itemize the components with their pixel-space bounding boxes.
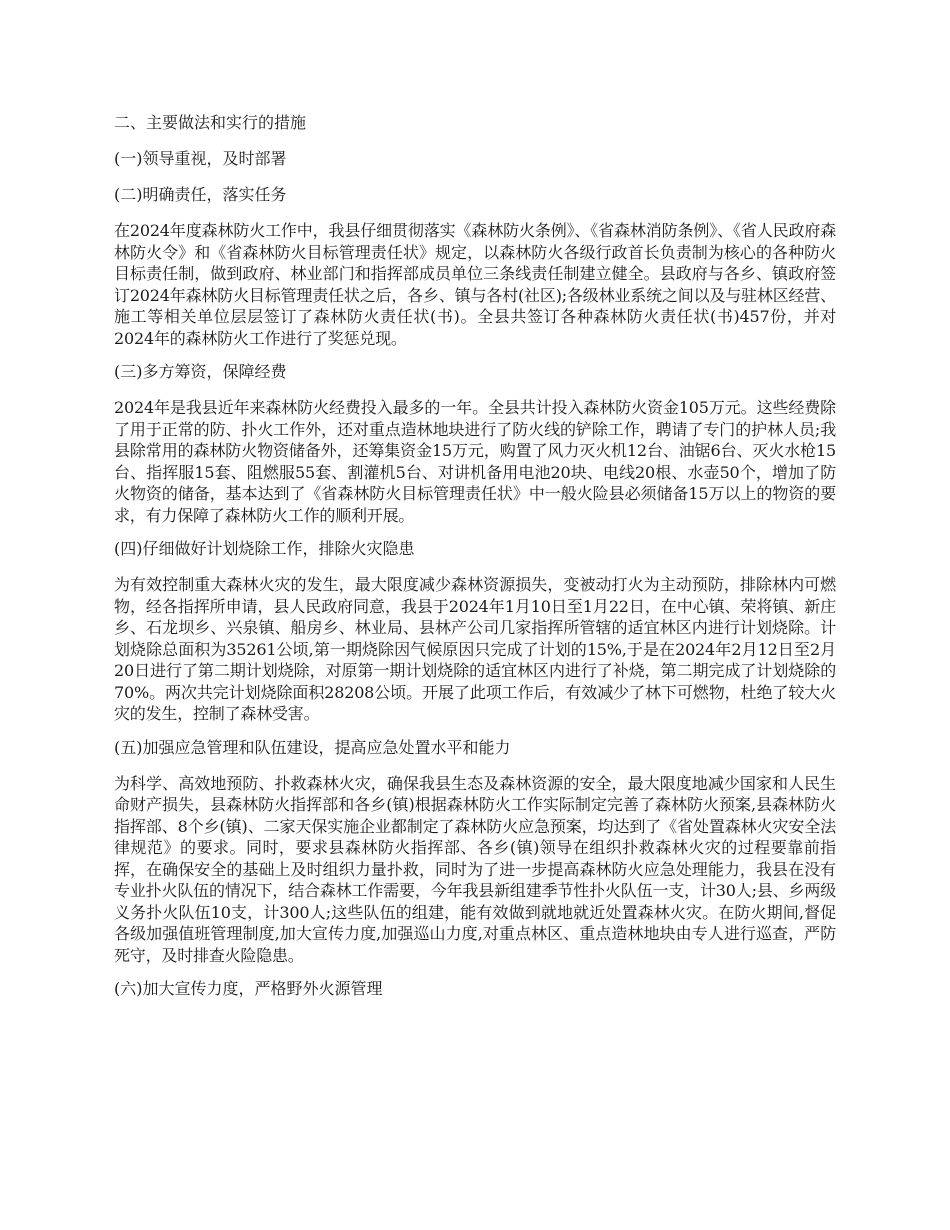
subheading-4: (四)仔细做好计划烧除工作，排除火灾隐患 [114,539,415,558]
subheading-6: (六)加大宣传力度，严格野外火源管理 [114,979,383,998]
paragraph-responsibility: 在2024年度森林防火工作中，我县仔细贯彻落实《森林防火条例》、《省森林消防条例》、《省人民政府森林防火令》和《省森林防火目标管理责任状》规定，以森林防火各级行政首长负责制为核心的各种防火目标责任制，做到政府、林业部门和指挥部成员单位三条线责任制建立健全。县政府与各乡、镇政府签订2024年森林防火目标管理责任状之后，各乡、镇与各村(社区);各级林业系统之间以及与驻林区经营、施工等相关单位层层签订了森林防火责任状(书)。全县共签订各种森林防火责任状(书)457份，并对2024年的森林防火工作进行了奖惩兑现。 [114,221,836,348]
subheading-5: (五)加强应急管理和队伍建设，提高应急处置水平和能力 [114,737,511,757]
subheading-3: (三)多方筹资，保障经费 [114,362,287,381]
subheading-2: (二)明确责任，落实任务 [114,185,287,204]
document-body [114,112,836,1014]
paragraph-funding: 2024年是我县近年来森林防火经费投入最多的一年。全县共计投入森林防火资金105万元。这些经费除了用于正常的防、扑火工作外，还对重点造林地块进行了防火线的铲除工作，聘请了专门的护林人员;我县除常用的森林防火物资储备外，还筹集资金15万元，购置了风力灭火机12台、油锯6台、灭火水枪15台、指挥服15套、阻燃服55套、割灌机5台、对讲机备用电池20块、电线20根、水壶50个，增加了防火物资的储备，基本达到了《省森林防火目标管理责任状》中一般火险县必须储备15万以上的物资的要求，有力保障了森林防火工作的顺利开展。 [114,398,836,525]
paragraph-emergency-management: 为科学、高效地预防、扑救森林火灾，确保我县生态及森林资源的安全，最大限度地减少国家和人民生命财产损失，县森林防火指挥部和各乡(镇)根据森林防火工作实际制定完善了森林防火预案,县森林防火指挥部、8个乡(镇)、二家天保实施企业都制定了森林防火应急预案，均达到了《省处置森林火灾安全法律规范》的要求。同时，要求县森林防火指挥部、各乡(镇)领导在组织扑救森林火灾的过程要靠前指挥，在确保安全的基础上及时组织力量扑救，同时为了进一步提高森林防火应急处理能力，我县在没有专业扑火队伍的情况下，结合森林工作需要，今年我县新组建季节性扑火队伍一支，计30人;县、乡两级义务扑火队伍10支，计300人;这些队伍的组建，能有效做到就地就近处置森林火灾。在防火期间,督促各级加强值班管理制度,加大宣传力度,加强巡山力度,对重点林区、重点造林地块由专人进行巡查，严防死守，及时排查火险隐患。 [114,773,836,965]
section-title: 二、主要做法和实行的措施 [114,113,307,132]
subheading-1: (一)领导重视，及时部署 [114,149,287,168]
paragraph-planned-burning: 为有效控制重大森林火灾的发生，最大限度减少森林资源损失，变被动打火为主动预防，排除林内可燃物，经各指挥所申请，县人民政府同意，我县于2024年1月10日至1月22日，在中心镇、荣将镇、新庄乡、石龙坝乡、兴泉镇、船房乡、林业局、县林产公司几家指挥所管辖的适宜林区内进行计划烧除。计划烧除总面积为35261公顷,第一期烧除因气候原因只完成了计划的15%,于是在2024年2月12日至2月20日进行了第二期计划烧除，对原第一期计划烧除的适宜林区内进行了补烧，第二期完成了计划烧除的70%。两次共完计划烧除面积28208公顷。开展了此项工作后，有效减少了林下可燃物，杜绝了较大火灾的发生，控制了森林受害。 [114,575,836,723]
